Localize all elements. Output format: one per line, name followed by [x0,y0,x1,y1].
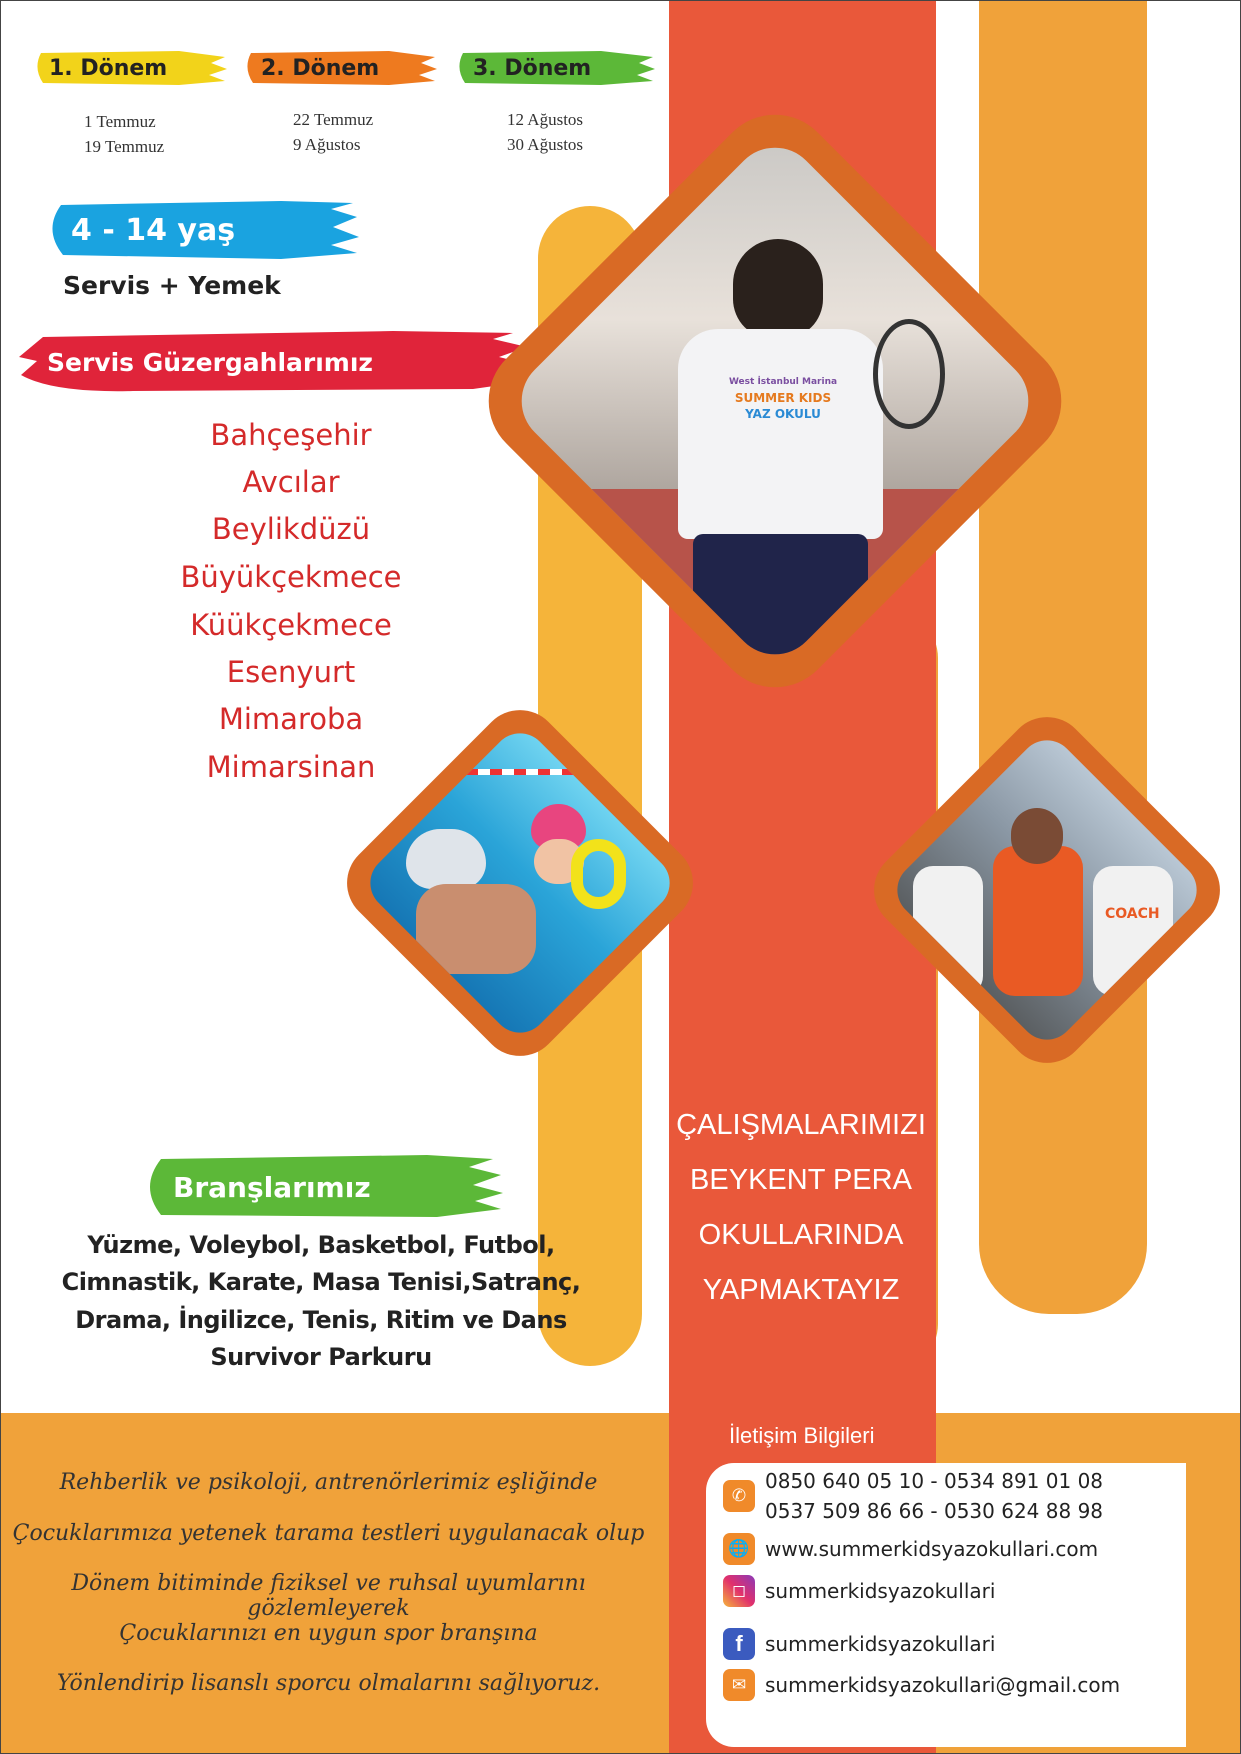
term-1-label: 1. Dönem [49,55,168,81]
contact-facebook-row [723,1628,995,1660]
facebook-icon: f [723,1628,755,1660]
tennis-kid-head [733,239,823,339]
branch-line: Yüzme, Voleybol, Basketbol, Futbol, [87,1231,555,1259]
facebook-handle[interactable]: summerkidsyazokullari [765,1632,996,1656]
term-2-end: 9 Ağustos [293,135,361,154]
route-item: Esenyurt [226,655,356,689]
shirt-line-2: SUMMER KIDS [734,391,832,405]
guidance-line: Çocuklarınızı en uygun spor branşına [119,1621,538,1646]
instagram-icon: ◻ [723,1575,755,1607]
age-badge [41,197,361,263]
contact-title: İletişim Bilgileri [729,1423,875,1448]
tennis-racket [873,319,945,429]
email-link[interactable]: summerkidsyazokullari@gmail.com [765,1673,1121,1697]
right-orange-band [979,1,1147,1314]
coach-3 [1093,866,1173,996]
branches-badge [137,1151,505,1223]
cta-line: ÇALIŞMALARIMIZI [676,1109,926,1141]
route-item: Küükçekmece [190,608,392,642]
website-link[interactable]: www.summerkidsyazokullari.com [765,1537,1099,1561]
guidance-line: Rehberlik ve psikoloji, antrenörlerimiz eşliğinde [59,1470,598,1495]
term-3-dates [507,107,583,157]
term-2-badge [239,47,439,89]
route-item: Büyükçekmece [180,560,402,594]
branches-title: Branşlarımız [173,1170,371,1204]
contact-email-row [723,1669,1120,1701]
term-2-dates [293,107,373,157]
route-item: Mimarsinan [206,750,376,784]
route-item: Bahçeşehir [210,418,372,452]
services-text: Servis + Yemek [63,271,281,300]
phone-icon: ✆ [723,1480,755,1512]
guidance-line: Yönlendirip lisanslı sporcu olmalarını sağlıyoruz. [56,1671,601,1696]
guidance-line: Çocuklarımıza yetenek tarama testleri uygulanacak olup [12,1521,645,1546]
term-1-dates [84,109,164,159]
term-1-end: 19 Temmuz [84,137,165,156]
term-1-badge [29,47,229,89]
term-3-badge [451,47,657,89]
branch-line: Survivor Parkuru [210,1343,432,1371]
contact-instagram-row [723,1575,995,1607]
swim-coach-body [416,884,536,974]
age-label: 4 - 14 yaş [71,212,236,248]
routes-badge [13,327,533,397]
cta-block [661,1103,941,1312]
term-1-start: 1 Temmuz [84,112,156,131]
term-3-start: 12 Ağustos [507,110,584,129]
term-3-end: 30 Ağustos [507,135,584,154]
branch-line: Cimnastik, Karate, Masa Tenisi,Satranç, [61,1268,581,1296]
shirt-line-3: YAZ OKULU [745,407,821,421]
term-2-start: 22 Temmuz [293,110,374,129]
instagram-handle[interactable]: summerkidsyazokullari [765,1579,996,1603]
contact-phone-row [723,1469,1103,1523]
contact-website-row [723,1533,1098,1565]
route-item: Avcılar [242,465,340,499]
routes-title: Servis Güzergahlarımız [47,347,373,377]
coach-2-head [1011,808,1063,864]
term-3-label: 3. Dönem [473,55,592,81]
phone-numbers-2[interactable]: 0537 509 86 66 - 0530 624 88 98 [765,1499,1104,1523]
phone-numbers-1[interactable]: 0850 640 05 10 - 0534 891 01 08 [765,1469,1104,1493]
route-item: Mimaroba [218,702,364,736]
guidance-line: Dönem bitiminde fiziksel ve ruhsal uyumlarını gözlemleyerek [71,1571,586,1621]
cta-line: OKULLARINDA [698,1219,904,1251]
globe-icon: 🌐 [723,1533,755,1565]
white-strip [941,1,979,1314]
mail-icon: ✉ [723,1669,755,1701]
shirt-line-1: West İstanbul Marina [728,377,838,387]
route-item: Beylikdüzü [211,512,371,546]
coach-label: COACH [1105,906,1160,922]
tennis-kid-shirt [678,329,883,539]
branch-line: Drama, İngilizce, Tenis, Ritim ve Dans [75,1306,567,1334]
swim-float [571,839,626,909]
term-2-label: 2. Dönem [261,55,380,81]
coach-2 [993,846,1083,996]
cta-line: BEYKENT PERA [690,1164,912,1196]
swim-coach-cap [406,829,486,889]
cta-line: YAPMAKTAYIZ [702,1274,900,1306]
shirt-print [708,374,858,422]
